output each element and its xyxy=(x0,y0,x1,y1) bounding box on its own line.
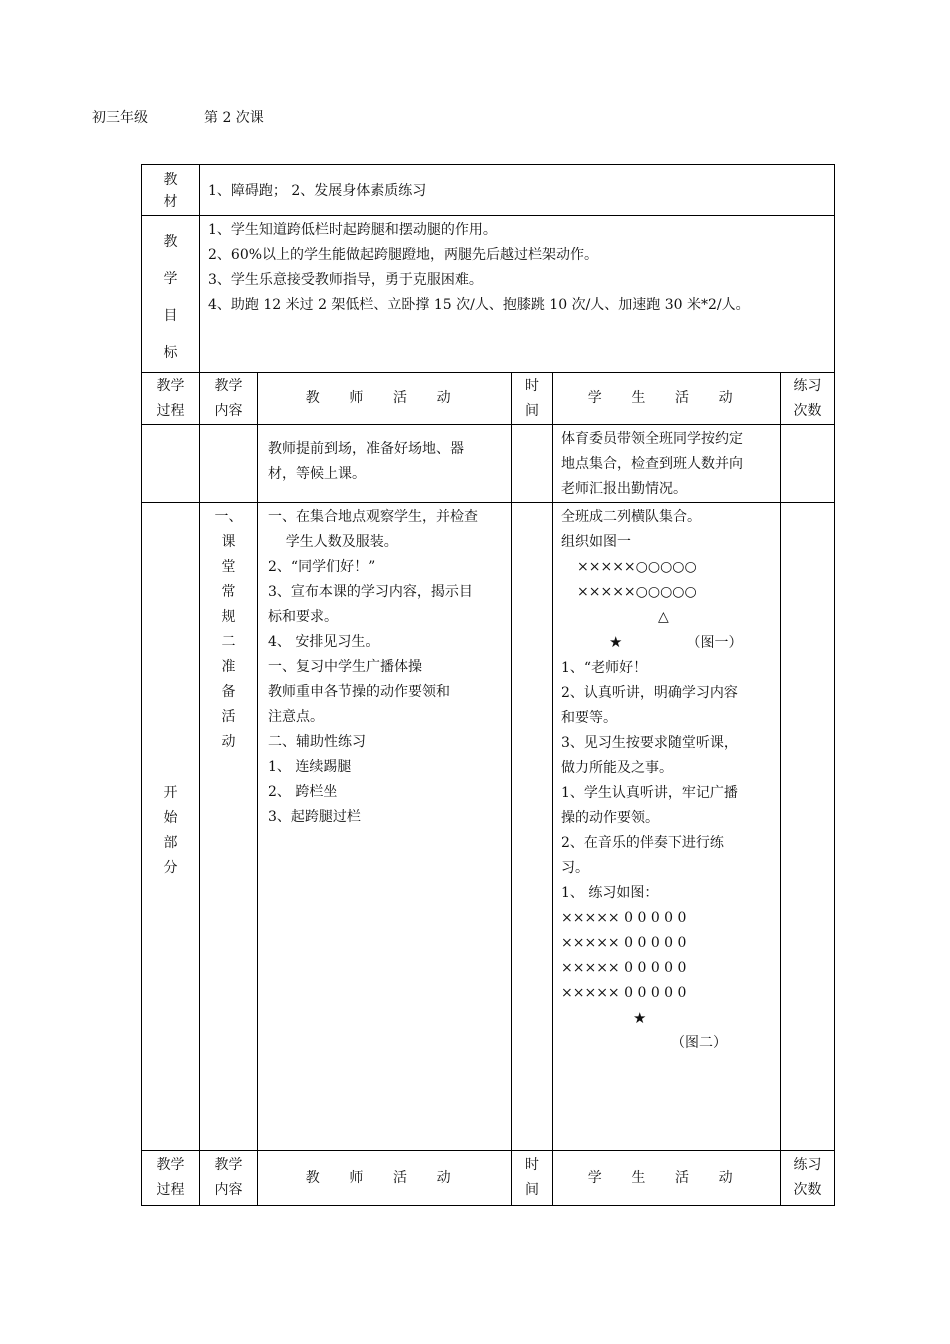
material-row xyxy=(142,165,835,216)
col-content: 教学 内容 xyxy=(200,1151,258,1206)
prep-student: 体育委员带领全班同学按约定 地点集合，检查到班人数并向 老师汇报出勤情况。 xyxy=(553,425,781,503)
objective-item: 2、60%以上的学生能做起跨腿蹬地，两腿先后越过栏架动作。 xyxy=(208,247,599,263)
figure2-caption: （图二） xyxy=(671,1035,727,1051)
figure2-row: ××××× 0 0 0 0 0 xyxy=(561,910,687,926)
col-content: 教学 内容 xyxy=(200,373,258,425)
col-process: 教学 过程 xyxy=(142,373,200,425)
start-section-row xyxy=(142,503,835,1151)
star-icon: ★ xyxy=(633,1009,647,1027)
objective-item: 3、学生乐意接受教师指导，勇于克服困难。 xyxy=(208,272,483,288)
start-student: 全班成二列横队集合。 组织如图一 ×××××○○○○○ ×××××○○○○○ △ ★ （图一） 1、“老师好！ 2、认真听讲，明确学习内容 和要等。 3、见习生按要求随堂听课， 做力所能及之事。 1、学生认真听讲，牢记广播 操的动作要领。 2、在音乐的伴奏下进行练 习。 1、 练习如图： ××××× 0 0 0 0 0 ××××× 0 0 0 0 0 ××××× 0 0 0 0 0 ××××× 0 0 0 0 0 ★ （图二） xyxy=(553,503,781,1151)
col-teacher: 教 师 活 动 xyxy=(258,1151,512,1206)
col-student: 学 生 活 动 xyxy=(553,373,781,425)
figure1-caption: （图一） xyxy=(686,635,743,651)
material-text: 1、障碍跑； 2、发展身体素质练习 xyxy=(200,165,835,216)
lesson-number: 第 2 次课 xyxy=(204,110,264,126)
objectives-row xyxy=(142,216,835,373)
prep-teacher: 教师提前到场，准备好场地、器 材，等候上课。 xyxy=(258,425,512,503)
lesson-plan-table xyxy=(141,164,835,1206)
material-label: 教 材 xyxy=(142,165,200,216)
col-time: 时 间 xyxy=(512,373,553,425)
triangle-icon: △ xyxy=(658,609,669,625)
objective-item: 4、助跑 12 米过 2 架低栏、立卧撑 15 次/人、抱膝跳 10 次/人、加速跑 30 米*2/人。 xyxy=(208,297,750,313)
col-time: 时 间 xyxy=(512,1151,553,1206)
star-icon: ★ xyxy=(609,633,623,651)
col-process: 教学 过程 xyxy=(142,1151,200,1206)
col-reps: 练习 次数 xyxy=(781,1151,835,1206)
figure2-row: ××××× 0 0 0 0 0 xyxy=(561,935,687,951)
figure1-row: ×××××○○○○○ xyxy=(577,584,697,600)
start-content: 一、 课 堂 常 规 二 准 备 活 动 xyxy=(200,503,258,1151)
col-reps: 练习 次数 xyxy=(781,373,835,425)
objectives-label: 教 学 目 标 xyxy=(142,216,200,373)
figure1-marker-line xyxy=(561,630,780,656)
objectives-list xyxy=(200,216,835,373)
figure2-row: ××××× 0 0 0 0 0 xyxy=(561,960,687,976)
start-process: 开 始 部 分 xyxy=(142,503,200,1151)
col-teacher: 教 师 活 动 xyxy=(258,373,512,425)
col-student: 学 生 活 动 xyxy=(553,1151,781,1206)
grade-label: 初三年级 xyxy=(92,110,148,126)
figure1-row: ×××××○○○○○ xyxy=(577,559,697,575)
prep-row xyxy=(142,425,835,503)
start-teacher: 一、在集合地点观察学生，并检查 学生人数及服装。 2、“同学们好！” 3、宣布本课的学习内容，揭示目 标和要求。 4、 安排见习生。 一、复习中学生广播体操 教师重申各节操的动作要领和 注意点。 二、辅助性练习 1、 连续踢腿 2、 跨栏坐 3、起跨腿过栏 xyxy=(258,503,512,1151)
figure2-row: ××××× 0 0 0 0 0 xyxy=(561,985,687,1001)
column-header-row xyxy=(142,1151,835,1206)
column-header-row xyxy=(142,373,835,425)
objective-item: 1、学生知道跨低栏时起跨腿和摆动腿的作用。 xyxy=(208,222,497,238)
